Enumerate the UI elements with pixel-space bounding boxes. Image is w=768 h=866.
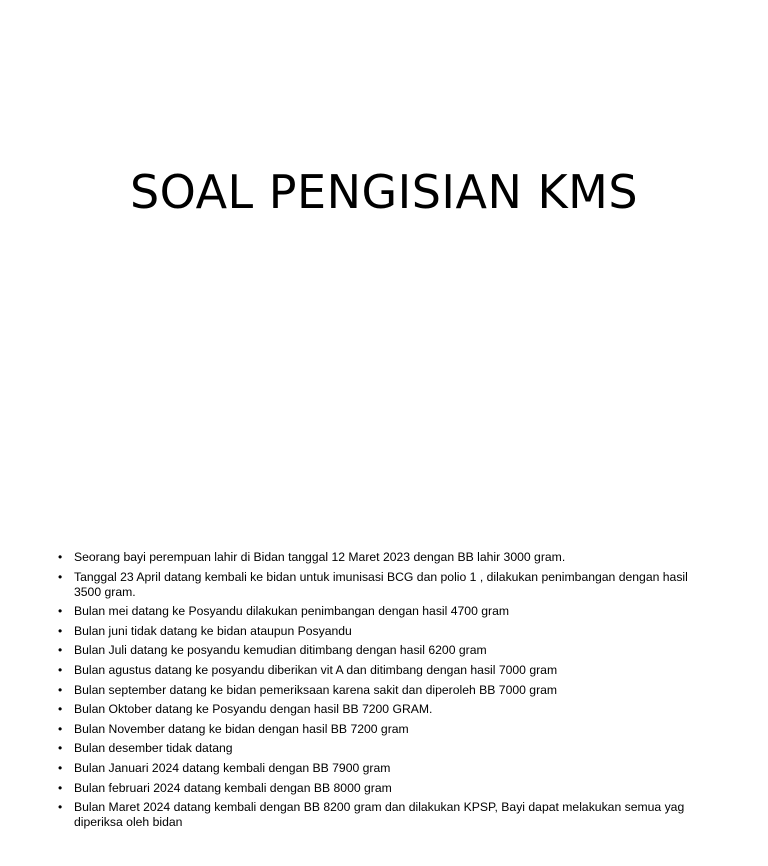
list-item [56, 702, 706, 717]
list-item-text: Bulan desember tidak datang [74, 741, 233, 756]
list-item [56, 683, 706, 698]
list-item [56, 643, 706, 658]
list-item [56, 761, 706, 776]
list-item-text: Bulan september datang ke bidan pemeriksaan karena sakit dan diperoleh BB 7000 gram [74, 682, 558, 697]
list-item [56, 624, 706, 639]
list-item-text: Bulan juni tidak datang ke bidan ataupun Posyandu [74, 623, 352, 638]
list-item-text: Seorang bayi perempuan lahir di Bidan tanggal 12 Maret 2023 dengan BB lahir 3000 gram. [74, 550, 566, 564]
bullet-icon: • [58, 662, 63, 677]
list-item-text: Tanggal 23 April datang kembali ke bidan untuk imunisasi BCG dan polio 1 , dilakukan penimbangan dengan hasil 3500 gram. [74, 569, 688, 599]
bullet-icon: • [58, 623, 63, 638]
list-item-text: Bulan Oktober datang ke Posyandu dengan hasil BB 7200 GRAM. [74, 702, 433, 717]
list-item-text: Bulan Juli datang ke posyandu kemudian ditimbang dengan hasil 6200 gram [74, 643, 487, 658]
bullet-icon: • [58, 682, 63, 697]
list-item [56, 741, 706, 756]
list-item [56, 604, 706, 619]
bullet-list [56, 550, 706, 835]
list-item [56, 800, 706, 830]
list-item [56, 722, 706, 737]
list-item [56, 550, 706, 565]
list-item-text: Bulan Maret 2024 datang kembali dengan BB 8200 gram dan dilakukan KPSP, Bayi dapat melakukan semua yag diperiksa oleh bidan [74, 800, 685, 830]
bullet-icon: • [58, 760, 63, 775]
bullet-icon: • [58, 569, 63, 584]
bullet-icon: • [58, 604, 63, 619]
list-item [56, 663, 706, 678]
bullet-icon: • [58, 741, 63, 756]
bullet-icon: • [58, 800, 63, 815]
bullet-icon: • [58, 780, 63, 795]
list-item-text: Bulan November datang ke bidan dengan hasil BB 7200 gram [74, 721, 409, 736]
slide-title: SOAL PENGISIAN KMS [129, 165, 639, 219]
list-item-text: Bulan agustus datang ke posyandu diberikan vit A dan ditimbang dengan hasil 7000 gram [74, 662, 558, 677]
bullet-icon: • [58, 721, 63, 736]
bullet-icon: • [58, 702, 63, 717]
list-item-text: Bulan mei datang ke Posyandu dilakukan penimbangan dengan hasil 4700 gram [74, 604, 509, 619]
list-item [56, 570, 706, 600]
bullet-icon: • [58, 643, 63, 658]
bullet-icon: • [58, 550, 63, 564]
list-item [56, 781, 706, 796]
list-item-text: Bulan februari 2024 datang kembali dengan BB 8000 gram [74, 780, 392, 795]
list-item-text: Bulan Januari 2024 datang kembali dengan BB 7900 gram [74, 760, 391, 775]
